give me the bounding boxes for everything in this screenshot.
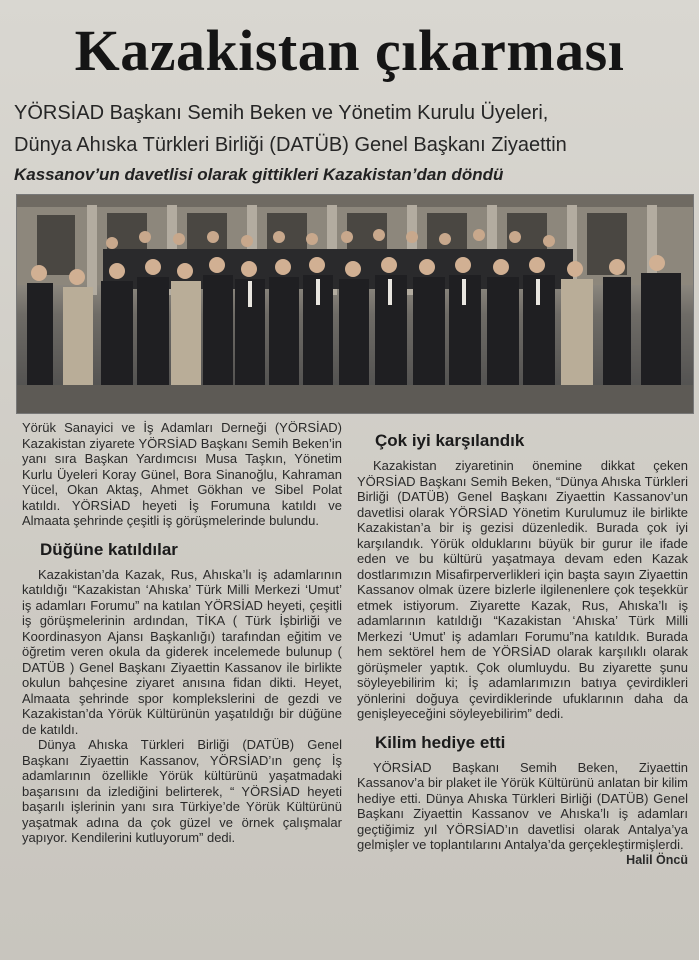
group-photo [16, 194, 694, 414]
deck-line-3: Kassanov’un davetlisi olarak gittikleri Kazakistan’dan döndü [14, 165, 504, 184]
right-column [357, 430, 688, 868]
body-paragraph: Dünya Ahıska Türkleri Birliği (DATÜB) Genel Başkanı Ziyaettin Kassanov, YÖRSİAD’ın genç İş adamlarının özellikle Yörük kültürünü yaşatmadaki başarısını da izlediğini belirterek, “ YÖRSİAD heyeti başarılı işlerinin yanı sıra Türkiye’de Yörük Kültürünü yaşatmak adına da çok güzel ve örnek çalışmalar yapıyor. Kendilerini kutluyorum” dedi. [22, 737, 342, 845]
subhead-kilim-hediye-etti: Kilim hediye etti [375, 732, 506, 752]
group-photo-illustration [17, 195, 693, 413]
author-byline: Halil Öncü [626, 852, 688, 867]
left-column [22, 420, 342, 846]
intro-paragraph: Yörük Sanayici ve İş Adamları Derneği (YÖRSİAD) Kazakistan ziyarete YÖRSİAD Başkanı Semih Beken’in yanı sıra Başkan Yardımcısı Musa Taşkın, Yönetim Kurlu Üyeleri Koray Günel, Bora Sinanoğlu, Kahraman Yücel, Okan Aktaş, Ahmet Gökhan ve Sibel Polat katıldı. YÖRSİAD heyeti İş Forumuna katıldı ve Almaata şehrinde çeşitli iş görüşmelerinde bulundu. [22, 420, 342, 528]
body-paragraph: Kazakistan’da Kazak, Rus, Ahıska’lı iş adamlarının katıldığı “Kazakistan ‘Ahıska’ Türk Milli Merkezi ‘Umut’ iş adamları Forumu” na katılan YÖRSİAD heyeti, çeşitli iş görüşmelerinin ardından, TİKA ( Türk İşbirliği ve Koordinasyon Ajansı Başkanlığı) tarafından eğitim ve öğretim veren okula da giderek incelemede bulunup ( DATÜB ) Genel Başkanı Ziyaettin Kassanov ile birlikte okulun bahçesine ziyaret anısına fidan dikti. Heyet, Almaata şehrinde spor komplekslerini de gezdi ve Kazakistan’da Yörük Kültürünün yaşatıldığı bir düğüne de katıldı. [22, 566, 342, 737]
article-headline: Kazakistan çıkarması [74, 18, 625, 83]
body-paragraph: Kazakistan ziyaretinin önemine dikkat çeken YÖRSİAD Başkanı Semih Beken, “Dünya Ahıska Türkleri Birliği (DATÜB) Genel Başkanı Ziyaettin Kassanov’un davetlisi olarak YÖRSİAD Yönetim Kurulumuz ile birlikte Kazakistan’a bir iş gezisi düzenledik. Burada çok iyi karşılandık. Yörük olduklarını büyük bir gurur ile ifade eden ve bu kültürü yaşatmaya devam eden Kazak dostlarımızın Misafirperverlikleri için başta sayın Ziyaettin Kassanov olmak üzere bizlerle ilgilenenlere çok teşekkür etmek istiyorum. Ziyarette Kazak, Rus, Ahıska’lı iş adamlarının katıldığı “Kazakistan ‘Ahıska’ Türk Milli Merkezi ‘Umut’ iş adamları Forumu”na katıldık. Burada hem sektörel hem de YÖRSİAD olarak karşılıklı olarak görüşmeler yaptık. Çok olumluydu. Bu ziyarette şunu söyleyebilirim ki; İş adamlarımızın batıya çevirdikleri yönlerini doğuya çevirdiklerinde ufuklarının daha da genişleyeceğini söyleyebilirim” dedi. [357, 458, 688, 721]
subhead-dugune-katildilar: Düğüne katıldılar [40, 539, 178, 559]
body-paragraph: YÖRSİAD Başkanı Semih Beken, Ziyaettin Kassanov’a bir plaket ile Yörük Kültürünü anlatan bir kilim hediye etti. Dünya Ahıska Türkleri Birliği (DATÜB) Genel Başkanı Ziyaettin Kassanov ve Ahıska’lı iş adamları geçtiğimiz yıl YÖRSİAD’ın davetlisi olarak Antalya’ya gelmişler ve toplantılarını Antalya’da gerçekleştirmişlerdi. [357, 759, 688, 852]
deck-line-1: YÖRSİAD Başkanı Semih Beken ve Yönetim Kurulu Üyeleri, [14, 102, 549, 124]
deck-line-2: Dünya Ahıska Türkleri Birliği (DATÜB) Genel Başkanı Ziyaettin [14, 134, 567, 156]
subhead-cok-iyi-karsilandik: Çok iyi karşılandık [375, 431, 525, 450]
